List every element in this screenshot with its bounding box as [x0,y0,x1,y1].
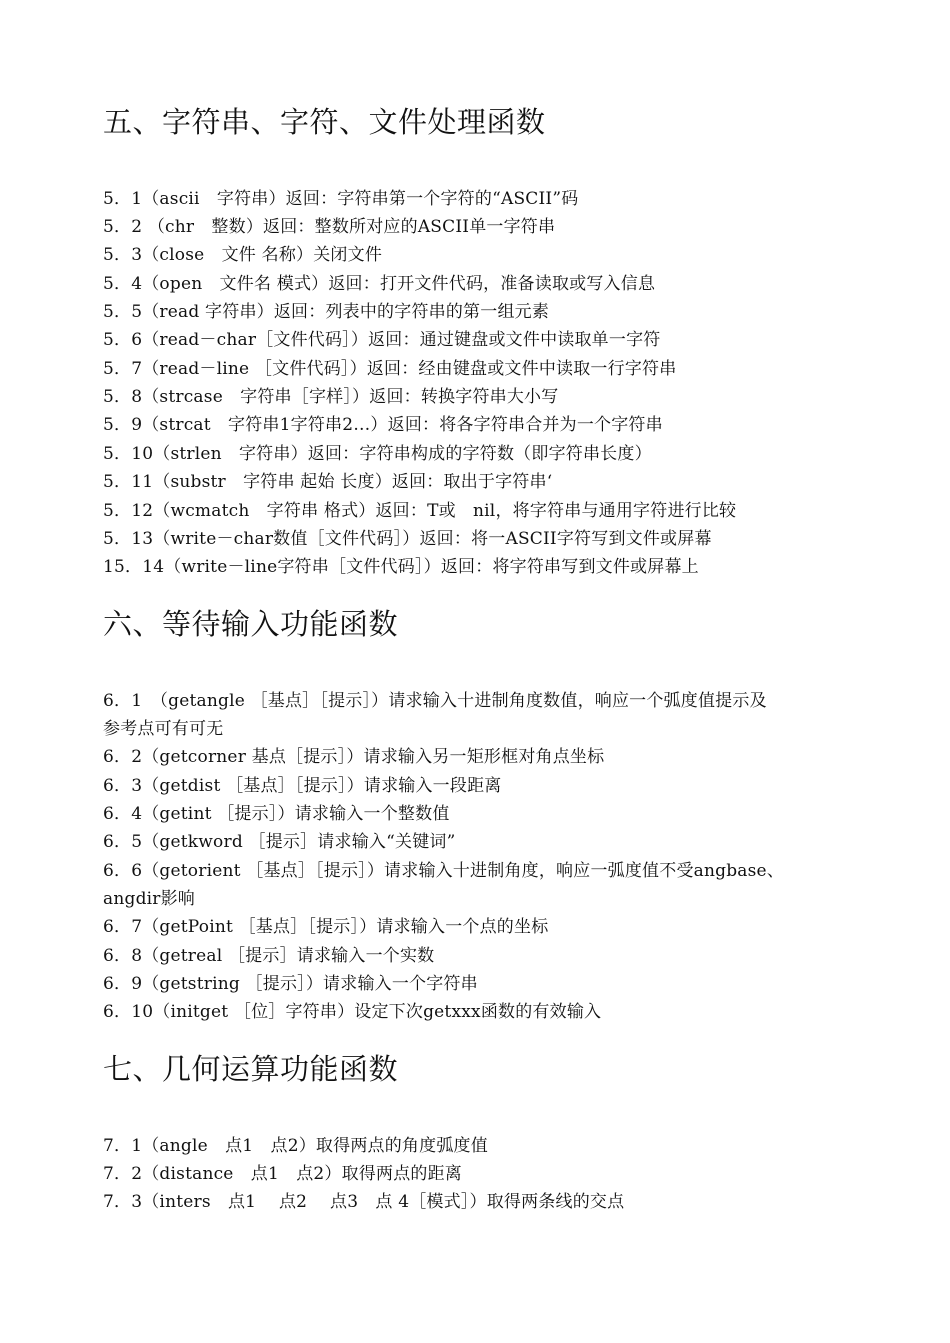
text-line: 5．10（strlen 字符串）返回：字符串构成的字符数（即字符串长度） [103,444,652,464]
text-line: 5．11（substr 字符串 起始 长度）返回：取出于字符串‘ [103,472,553,492]
text-line: 6．7（getPoint ［基点］［提示］）请求输入一个点的坐标 [103,917,549,937]
text-line: 6．8（getreal ［提示］请求输入一个实数 [103,946,435,966]
text-line: angdir影响 [103,889,196,909]
section-heading: 五、字符串、字符、文件处理函数 [103,105,546,139]
text-line: 7．2（distance 点1 点2）取得两点的距离 [103,1164,463,1184]
text-line: 5．3（close 文件 名称）关闭文件 [103,245,383,265]
text-line: 7．1（angle 点1 点2）取得两点的角度弧度值 [103,1136,488,1156]
text-line: 7．3（inters 点1 点2 点3 点 4［模式］）取得两条线的交点 [103,1192,625,1212]
text-line: 6．9（getstring ［提示］）请求输入一个字符串 [103,974,478,994]
text-line: 5．7（read－line ［文件代码］）返回：经由键盘或文件中读取一行字符串 [103,359,677,379]
text-line: 5．5（read 字符串）返回：列表中的字符串的第一组元素 [103,302,550,322]
text-line: 6．5（getkword ［提示］请求输入“关键词” [103,832,456,852]
text-line: 5．1（ascii 字符串）返回：字符串第一个字符的“ASCII”码 [103,189,579,209]
text-line: 参考点可有可无 [103,719,224,739]
text-line: 6．1 （getangle ［基点］［提示］）请求输入十进制角度数值，响应一个弧度值提示及 [103,691,767,711]
text-line: 5．8（strcase 字符串［字样］）返回：转换字符串大小写 [103,387,559,407]
text-line: 6．2（getcorner 基点［提示］）请求输入另一矩形框对角点坐标 [103,747,605,767]
section-heading: 六、等待输入功能函数 [103,607,399,641]
text-line: 5．4（open 文件名 模式）返回：打开文件代码，准备读取或写入信息 [103,274,656,294]
text-line: 6．3（getdist ［基点］［提示］）请求输入一段距离 [103,776,502,796]
section-heading: 七、几何运算功能函数 [103,1052,399,1086]
text-line: 6．4（getint ［提示］）请求输入一个整数值 [103,804,450,824]
text-line: 6．10（initget ［位］字符串）设定下次getxxx函数的有效输入 [103,1002,602,1022]
text-line: 5．12（wcmatch 字符串 格式）返回：T或 nil，将字符串与通用字符进行比较 [103,501,737,521]
text-line: 5．2 （chr 整数）返回：整数所对应的ASCII单一字符串 [103,217,556,237]
text-line: 5．6（read－char［文件代码］）返回：通过键盘或文件中读取单一字符 [103,330,661,350]
text-line: 6．6（getorient ［基点］［提示］）请求输入十进制角度，响应一弧度值不受angbase、 [103,861,785,881]
text-line: 5．9（strcat 字符串1字符串2…）返回：将各字符串合并为一个字符串 [103,415,663,435]
text-line: 15．14（write－line字符串［文件代码］）返回：将字符串写到文件或屏幕上 [103,557,699,577]
text-line: 5．13（write－char数值［文件代码］）返回：将一ASCII字符写到文件或屏幕 [103,529,712,549]
